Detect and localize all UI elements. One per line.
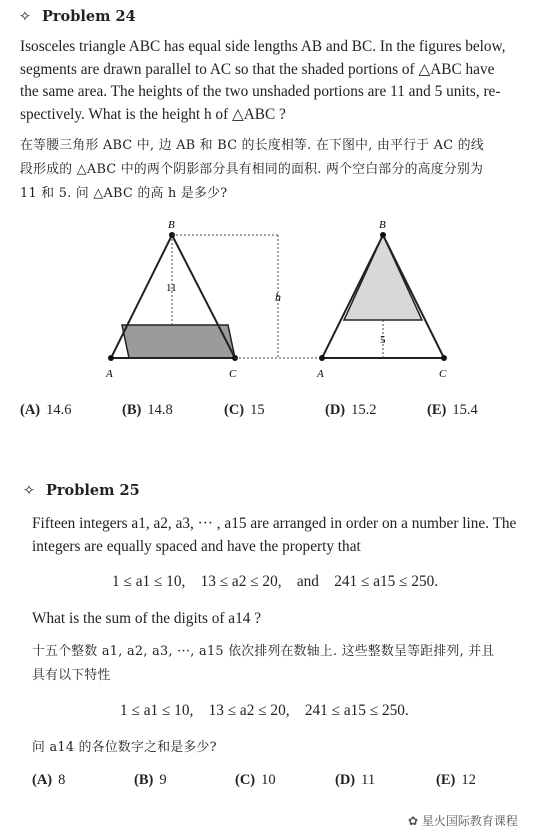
diamond-icon: ✧ bbox=[18, 9, 32, 25]
p24-en-line: spectively. What is the height h of △ABC ? bbox=[20, 105, 286, 123]
right-label-c: C bbox=[439, 368, 447, 380]
problem-24-english bbox=[20, 36, 545, 126]
right-vertex-a bbox=[319, 355, 325, 361]
p24-en-line: the same area. The heights of the two unshaded portions are 11 and 5 units, re- bbox=[20, 83, 501, 100]
left-label-b: B bbox=[168, 219, 175, 231]
triangle-figure bbox=[100, 215, 460, 385]
problem-25-english bbox=[32, 513, 547, 558]
p25-condition: 1 ≤ a1 ≤ 10, 13 ≤ a2 ≤ 20, and 241 ≤ a15 ≤ 250. bbox=[112, 573, 439, 590]
p25-zh-condition: 1 ≤ a1 ≤ 10, 13 ≤ a2 ≤ 20, 241 ≤ a15 ≤ 250. bbox=[120, 702, 409, 719]
p25-zh-line: 具有以下特性 bbox=[32, 668, 111, 683]
p25-zh-line: 十五个整数 a1, a2, a3, ···, a15 依次排列在数轴上. 这些整数呈等距排列, 并且 bbox=[32, 644, 495, 659]
p24-zh-line: 在等腰三角形 ABC 中, 边 AB 和 BC 的长度相等. 在下图中, 由平行于 AC 的线 bbox=[20, 138, 484, 153]
diamond-icon: ✧ bbox=[22, 483, 36, 499]
right-shaded-region bbox=[344, 235, 422, 320]
p24-en-line: segments are drawn parallel to AC so that the shaded portions of △ABC have bbox=[20, 60, 495, 78]
p25-en-line: integers are equally spaced and have the property that bbox=[32, 537, 361, 555]
wechat-icon: ✿ bbox=[408, 814, 419, 828]
right-label-a: A bbox=[317, 368, 324, 380]
choice-c[interactable]: (C) 10 bbox=[235, 772, 276, 788]
choice-b[interactable]: (B) 14.8 bbox=[122, 402, 173, 418]
choice-c[interactable]: (C) 15 bbox=[224, 402, 265, 418]
choice-d[interactable]: (D) 11 bbox=[335, 772, 376, 788]
problem-25-header: ✧ Problem 25 bbox=[22, 482, 140, 499]
right-height-label: 5 bbox=[380, 334, 386, 346]
choice-b[interactable]: (B) 9 bbox=[134, 772, 167, 788]
problem-24-header: ✧ Problem 24 bbox=[18, 8, 136, 25]
choice-d[interactable]: (D) 15.2 bbox=[325, 402, 377, 418]
choice-e[interactable]: (E) 15.4 bbox=[427, 402, 478, 418]
left-label-a: A bbox=[106, 368, 113, 380]
p25-en-line: Fifteen integers a1, a2, a3, ··· , a15 are arranged in order on a number line. The bbox=[32, 515, 517, 532]
right-vertex-c bbox=[441, 355, 447, 361]
p25-zh-question: 问 a14 的各位数字之和是多少? bbox=[32, 740, 217, 755]
left-label-c: C bbox=[229, 368, 237, 380]
choice-a[interactable]: (A) 14.6 bbox=[20, 402, 72, 418]
problem-25-chinese bbox=[32, 640, 547, 688]
watermark: ✿ 星火国际教育课程 bbox=[408, 814, 518, 828]
choice-a[interactable]: (A) 8 bbox=[32, 772, 66, 788]
left-height-label: 11 bbox=[166, 282, 177, 294]
p24-en-line: Isosceles triangle ABC has equal side lengths AB and BC. In the figures below, bbox=[20, 38, 506, 55]
right-label-b: B bbox=[379, 219, 386, 231]
problem-24-chinese bbox=[20, 134, 545, 206]
p24-zh-line: 11 和 5. 问 △ABC 的高 h 是多少? bbox=[20, 186, 228, 201]
right-vertex-b bbox=[380, 232, 386, 238]
p25-question: What is the sum of the digits of a14 ? bbox=[32, 610, 261, 627]
left-shaded-region bbox=[122, 325, 235, 358]
choice-e[interactable]: (E) 12 bbox=[436, 772, 476, 788]
left-vertex-a bbox=[108, 355, 114, 361]
h-label: h bbox=[275, 290, 281, 304]
p24-zh-line: 段形成的 △ABC 中的两个阴影部分具有相同的面积. 两个空白部分的高度分别为 bbox=[20, 162, 484, 177]
